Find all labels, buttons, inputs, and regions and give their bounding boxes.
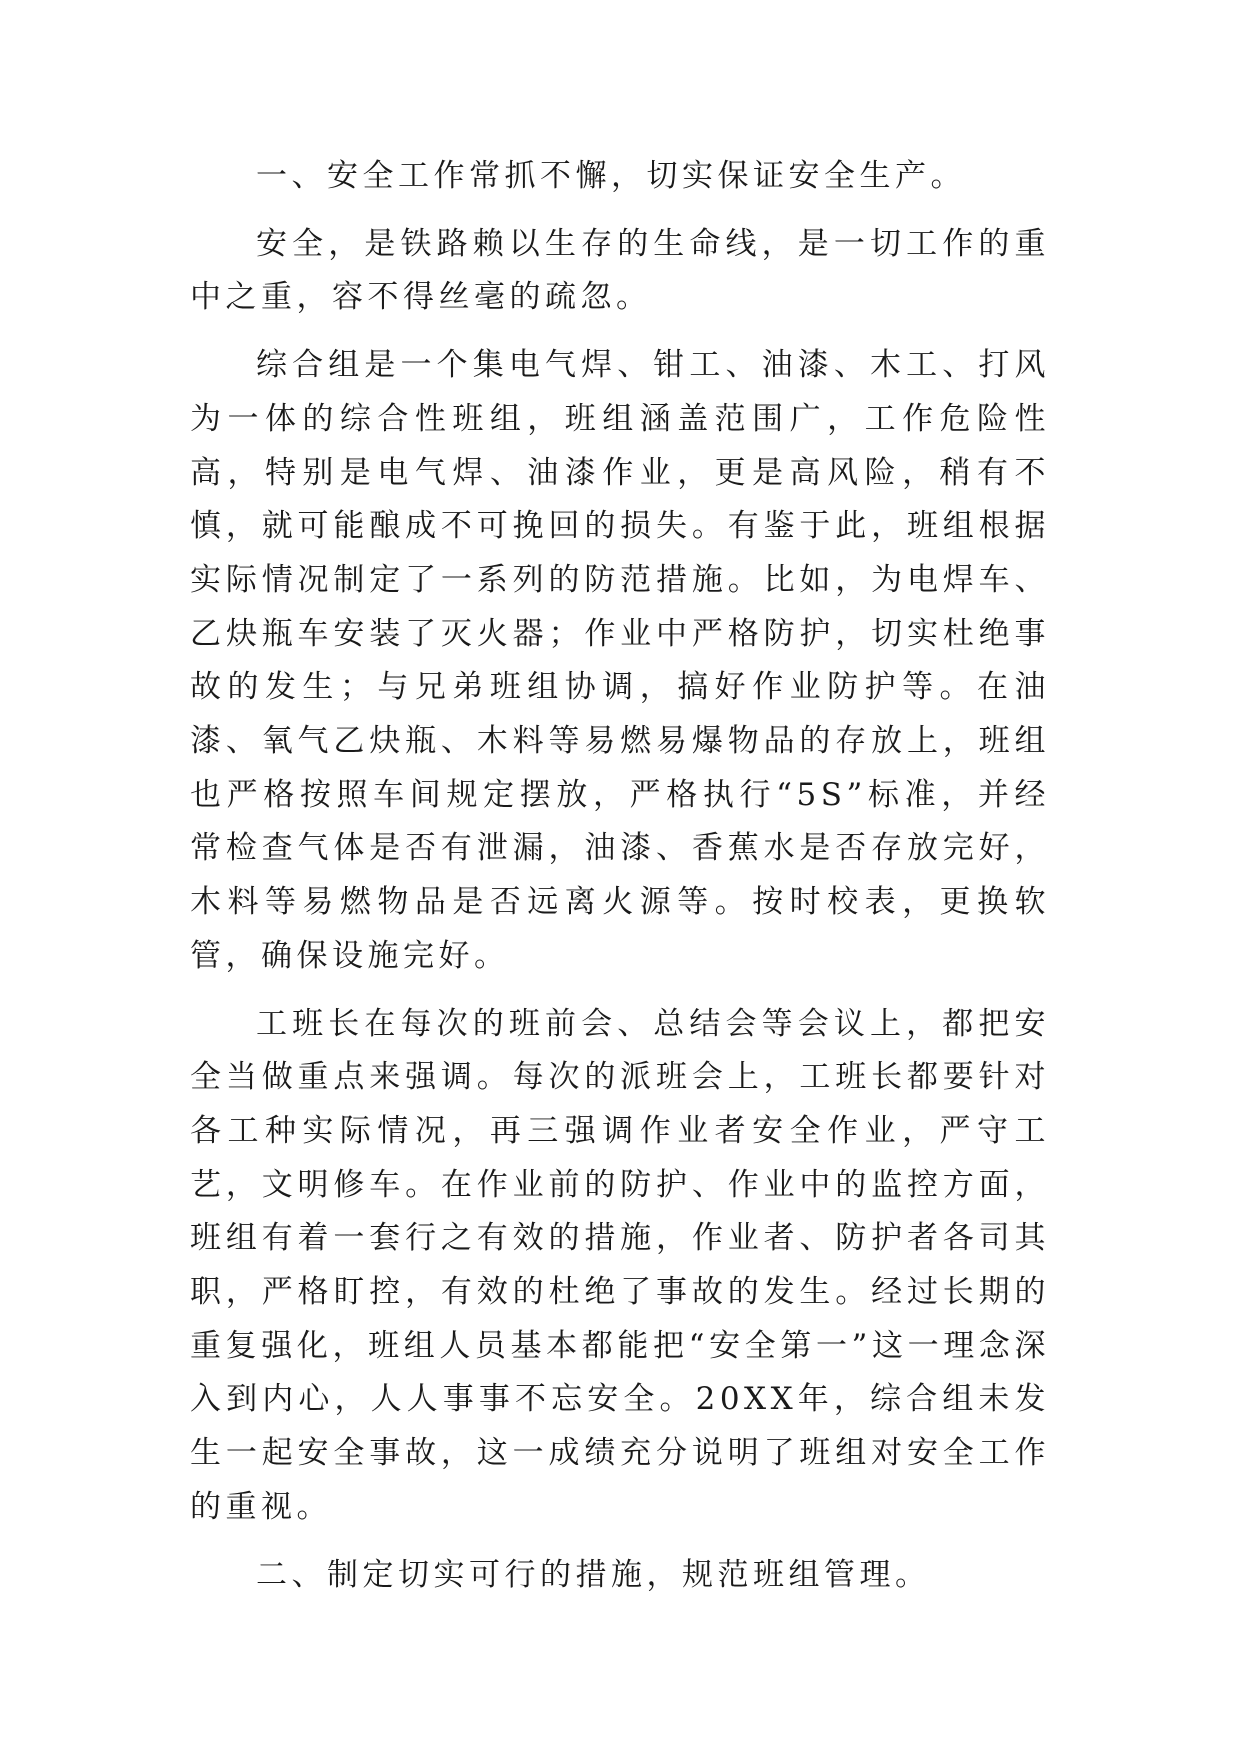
- paragraph-team-measures: 综合组是一个集电气焊、钳工、油漆、木工、打风为一体的综合性班组，班组涵盖范围广，工作危险性高，特别是电气焊、油漆作业，更是高风险，稍有不慎，就可能酿成不可挽回的损失。有鉴于此，班组根据实际情况制定了一系列的防范措施。比如，为电焊车、乙炔瓶车安装了灭火器；作业中严格防护，切实杜绝事故的发生；与兄弟班组协调，搞好作业防护等。在油漆、氧气乙炔瓶、木料等易燃易爆物品的存放上，班组也严格按照车间规定摆放，严格执行“5S”标准，并经常检查气体是否有泄漏，油漆、香蕉水是否存放完好，木料等易燃物品是否远离火源等。按时校表，更换软管，确保设施完好。: [190, 347, 1050, 974]
- paragraph-safety-lifeline: 安全，是铁路赖以生存的生命线，是一切工作的重中之重，容不得丝毫的疏忽。: [190, 225, 1050, 316]
- document-page: [190, 150, 1050, 1602]
- paragraph-meetings-emphasis: 工班长在每次的班前会、总结会等会议上，都把安全当做重点来强调。每次的派班会上，工班长都要针对各工种实际情况，再三强调作业者安全作业，严守工艺，文明修车。在作业前的防护、作业中的监控方面，班组有着一套行之有效的措施，作业者、防护者各司其职，严格盯控，有效的杜绝了事故的发生。经过长期的重复强化，班组人员基本都能把“安全第一”这一理念深入到内心，人人事事不忘安全。20XX年，综合组未发生一起安全事故，这一成绩充分说明了班组对安全工作的重视。: [190, 1005, 1050, 1525]
- section-heading-management: 二、制定切实可行的措施，规范班组管理。: [256, 1556, 931, 1593]
- section-heading-safety: 一、安全工作常抓不懈，切实保证安全生产。: [256, 158, 966, 194]
